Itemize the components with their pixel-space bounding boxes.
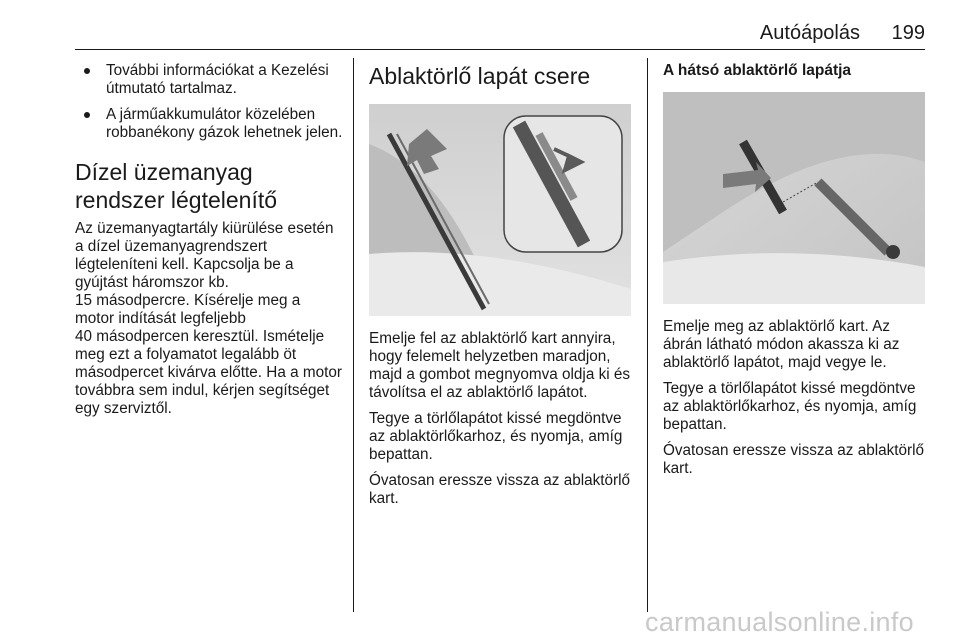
bullet-dot-icon [84, 68, 90, 74]
section-heading-rear-wiper: A hátsó ablaktörlő lapátja [663, 62, 852, 79]
instruction-paragraph: Óvatosan eressze vissza az ablaktörlő kart. [663, 442, 925, 477]
bullet-dot-icon [84, 112, 90, 118]
page-header-title: Autóápolás [759, 22, 860, 44]
instruction-paragraph: Emelje meg az ablaktörlő kart. Az ábrán látható módon akassza ki az ablaktörlő lapátot, majd vegye le. [663, 318, 900, 371]
bullet-item: További információkat a Kezelési útmutató tartalmaz. [75, 62, 343, 98]
body-paragraph: 15 másodpercre. Kísérelje meg a motor indítását legfeljebb [75, 292, 301, 327]
watermark: carmanualsonline.info [645, 607, 914, 637]
column-2 [369, 62, 637, 516]
instruction-paragraph: Emelje fel az ablaktörlő kart annyira, hogy felemelt helyzetben maradjon, majd a gombot megnyomva oldja ki és távolítsa el az ablaktörlő lapátot. [369, 330, 631, 401]
section-heading-wiper-blade: Ablaktörlő lapát csere [369, 63, 591, 89]
column-divider-left [353, 58, 354, 612]
header-rule [75, 49, 925, 50]
body-paragraph: Az üzemanyagtartály kiürülése esetén a dízel üzemanyagrendszert légteleníteni kell. Kapcsolja be a gyújtást háromszor kb. [75, 220, 334, 291]
rear-wiper-illustration [663, 92, 925, 304]
front-wiper-illustration [369, 104, 631, 316]
column-1 [75, 62, 343, 418]
bullet-list [75, 62, 343, 142]
column-divider-right [647, 58, 648, 612]
bullet-item: A járműakkumulátor közelében robbanékony gázok lehetnek jelen. [75, 106, 343, 142]
column-3 [663, 62, 933, 486]
instruction-paragraph: Tegye a törlőlapátot kissé megdöntve az ablaktörlőkarhoz, és nyomja, amíg bepattan. [663, 380, 917, 433]
instruction-paragraph: Tegye a törlőlapátot kissé megdöntve az ablaktörlőkarhoz, és nyomja, amíg bepattan. [369, 410, 623, 463]
body-paragraph: 40 másodpercen keresztül. Ismételje meg ezt a folyamatot legalább öt másodpercet kivárva előtte. Ha a motor továbbra sem indul, kérjen segítséget egy szerviztől. [75, 328, 342, 417]
section-heading-diesel: Dízel üzemanyag rendszer légtelenítő [75, 159, 278, 213]
instruction-paragraph: Óvatosan eressze vissza az ablaktörlő kart. [369, 472, 631, 507]
page-number: 199 [891, 22, 925, 44]
